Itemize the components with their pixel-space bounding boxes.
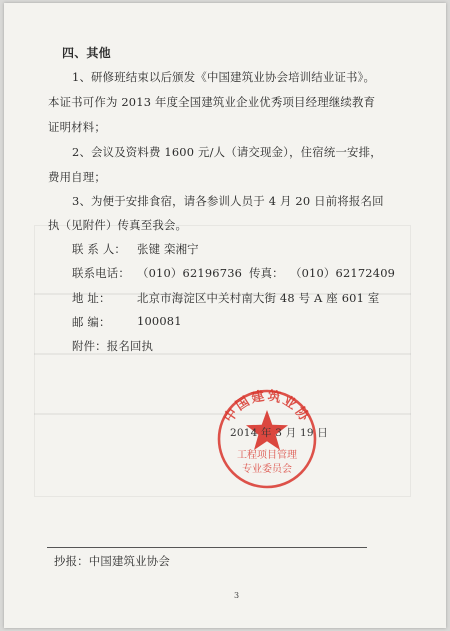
seal-ring-text: 中国建筑业协: [221, 388, 313, 426]
contact-persons-label: 联 系 人：: [72, 242, 127, 256]
item2-line2: 费用自理；: [48, 170, 106, 184]
contact-postcode-value: 100081: [137, 314, 182, 328]
contact-persons-value: 张键 栾湘宁: [137, 242, 199, 256]
item2-line1: 2、会议及资料费 1600 元/人（请交现金），住宿统一安排，: [72, 145, 382, 159]
contact-fax-label: 传真：: [249, 266, 284, 280]
contact-fax-value: （010）62172409: [290, 266, 396, 280]
cc-line: 抄报：中国建筑业协会: [54, 554, 170, 568]
seal-inner-line1: 工程项目管理: [237, 450, 297, 461]
section-heading: 四、其他: [62, 46, 111, 60]
item3-line2: 执（见附件）传真至我会。: [48, 218, 188, 232]
signing-date: 2014 年 3 月 19 日: [230, 427, 328, 439]
contact-address-value: 北京市海淀区中关村南大街 48 号 A 座 601 室: [137, 291, 380, 305]
cc-divider-line: [47, 547, 367, 548]
contact-phone-value: （010）62196736: [137, 266, 243, 280]
seal-inner-line2: 专业委员会: [242, 464, 292, 475]
contact-address-label: 地 址：: [72, 291, 111, 305]
attachment-line: 附件：报名回执: [72, 339, 154, 353]
item1-line2: 本证书可作为 2013 年度全国建筑业企业优秀项目经理继续教育: [48, 95, 376, 109]
contact-postcode-label: 邮 编：: [72, 315, 111, 329]
document-page: [4, 3, 446, 628]
page-number: 3: [234, 591, 240, 600]
item1-line1: 1、研修班结束以后颁发《中国建筑业协会培训结业证书》。: [72, 70, 376, 84]
item3-line1: 3、为便于安排食宿，请各参训人员于 4 月 20 日前将报名回: [72, 194, 384, 208]
item1-line3: 证明材料；: [48, 120, 106, 134]
contact-phone-label: 联系电话：: [72, 266, 130, 280]
